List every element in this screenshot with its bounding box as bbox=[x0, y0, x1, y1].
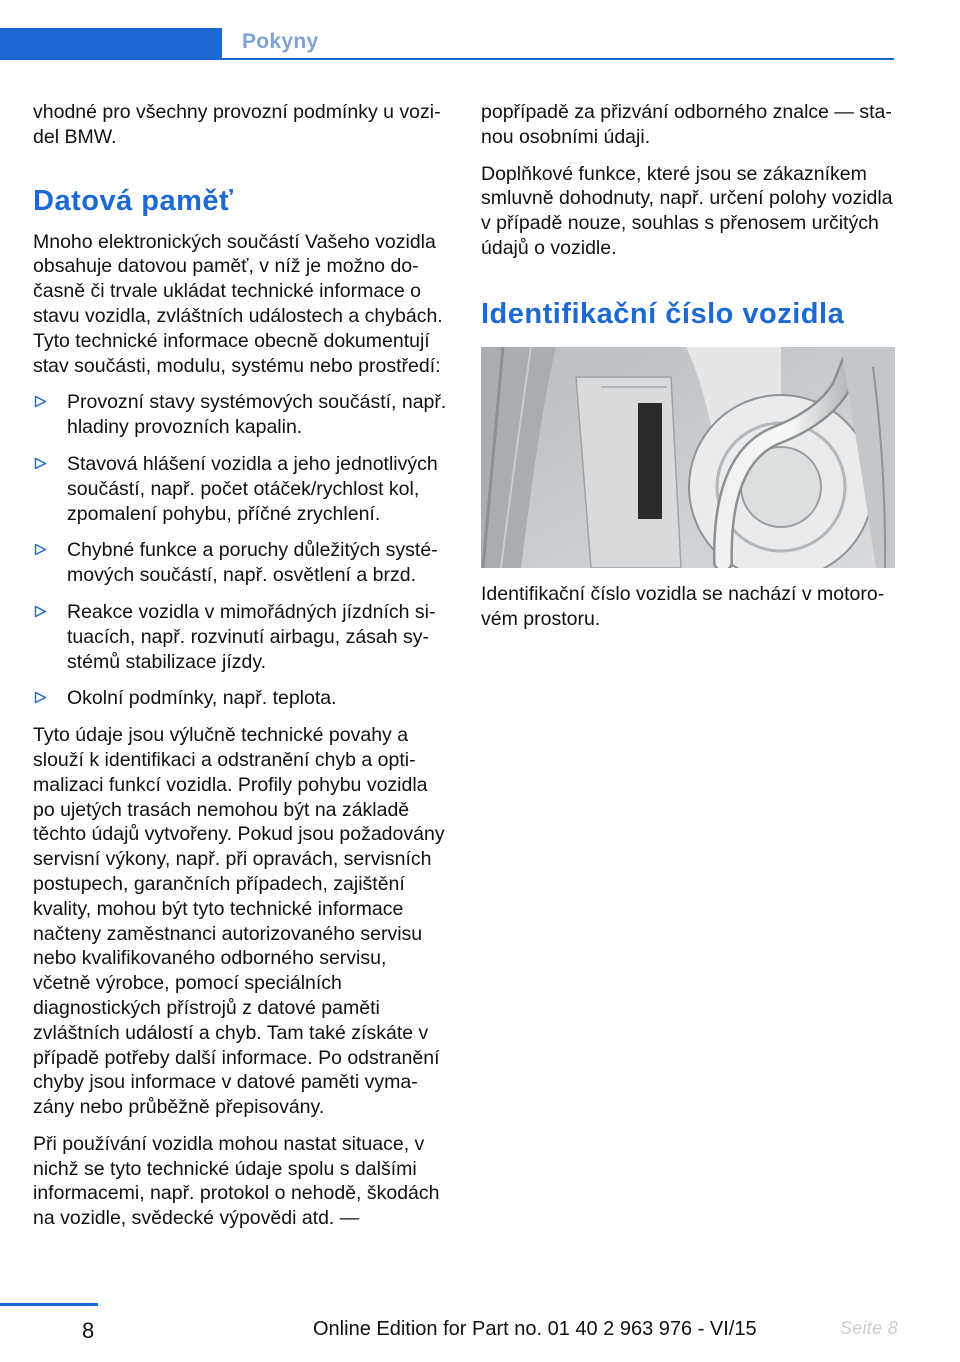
list-item bbox=[33, 390, 449, 440]
triangle-right-outline-icon bbox=[34, 691, 47, 704]
list-item-text: Reakce vozidla v mimořádných jízdních situacích, např. rozvinutí airbagu, zásah systémů stabilizace jízdy. bbox=[67, 600, 436, 673]
figure-caption: Identifikační číslo vozidla se nachází v motorovém prostoru. bbox=[481, 582, 885, 630]
list-item bbox=[33, 452, 449, 526]
triangle-right-outline-icon bbox=[34, 457, 47, 470]
watermark: Seite 8 bbox=[839, 1318, 898, 1338]
heading-data-memory: Datová paměť bbox=[33, 184, 234, 217]
heading-vin: Identifikační číslo vozidla bbox=[481, 297, 845, 330]
list-item bbox=[33, 538, 449, 588]
header-rule bbox=[222, 58, 894, 60]
header-accent-bar bbox=[0, 28, 222, 60]
usage-paragraph: Při používání vozidla mohou nastat situace, v nichž se tyto technické údaje spolu s dalšími informacemi, např. protokol o nehodě, škodách na vozidle, svědecké výpovědi atd. — bbox=[33, 1132, 440, 1230]
engine-bay-illustration bbox=[481, 347, 895, 568]
continuation-paragraph: popřípadě za přizvání odborného znalce — stanou osobními údaji. bbox=[481, 101, 892, 148]
bullet-list bbox=[33, 390, 449, 711]
list-item-text: Chybné funkce a poruchy důležitých systémových součástí, např. osvětlení a brzd. bbox=[67, 539, 438, 587]
right-column bbox=[481, 100, 895, 643]
engine-bay-drawing bbox=[481, 347, 895, 568]
edition-text: Online Edition for Part no. 01 40 2 963 976 - VI/15 bbox=[313, 1318, 757, 1340]
list-item-text: Stavová hlášení vozidla a jeho jednotlivých součástí, např. počet otáček/rychlost kol, zpomalení pohybu, příčné zrychlení. bbox=[67, 452, 438, 525]
technical-data-paragraph: Tyto údaje jsou výlučně technické povahy a slouží k identifikaci a odstranění chyb a optimalizaci funkcí vozidla. Profily pohybu vozidla po ujetých trasách nemohou být na základě těchto údajů vytvořeny. Pokud jsou požadovány servisní výkony, např. při opravách, servisních postupech, garančních případech, zajištění kvality, mohou být tyto technické informace načteny zaměstnanci autorizovaného servisu nebo kvalifikovaného odborného servisu, včetně výrobce, pomocí speciálních diagnostických přístrojů z datové paměti zvláštních událostí a chyb. Tam také získáte v případě potřeby další informace. Po odstranění chyby jsou informace v datové paměti vymazány nebo průběžně přepisovány. bbox=[33, 724, 445, 1119]
section-title: Pokyny bbox=[242, 30, 319, 53]
triangle-right-outline-icon bbox=[34, 543, 47, 556]
data-memory-paragraph: Mnoho elektronických součástí Vašeho vozidla obsahuje datovou paměť, v níž je možno dočasně či trvale ukládat technické informace o stavu vozidla, zvláštních událostech a chybách. Tyto technické informace obecně dokumentují stav součásti, modulu, systému nebo prostředí: bbox=[33, 230, 443, 377]
triangle-right-outline-icon bbox=[34, 605, 47, 618]
list-item-text: Provozní stavy systémových součástí, např. hladiny provozních kapalin. bbox=[67, 391, 447, 439]
additional-functions-paragraph: Doplňkové funkce, které jsou se zákazníkem smluvně dohodnuty, např. určení polohy vozidla v případě nouze, souhlas s přenosem určitých údajů o vozidle. bbox=[481, 162, 893, 259]
intro-paragraph: vhodné pro všechny provozní podmínky u vozidel BMW. bbox=[33, 101, 441, 148]
list-item-text: Okolní podmínky, např. teplota. bbox=[67, 687, 337, 710]
triangle-right-outline-icon bbox=[34, 395, 47, 408]
left-column bbox=[33, 100, 449, 1243]
list-item bbox=[33, 600, 449, 674]
page-number: 8 bbox=[82, 1318, 95, 1343]
footer-rule bbox=[0, 1303, 98, 1306]
list-item bbox=[33, 686, 449, 711]
